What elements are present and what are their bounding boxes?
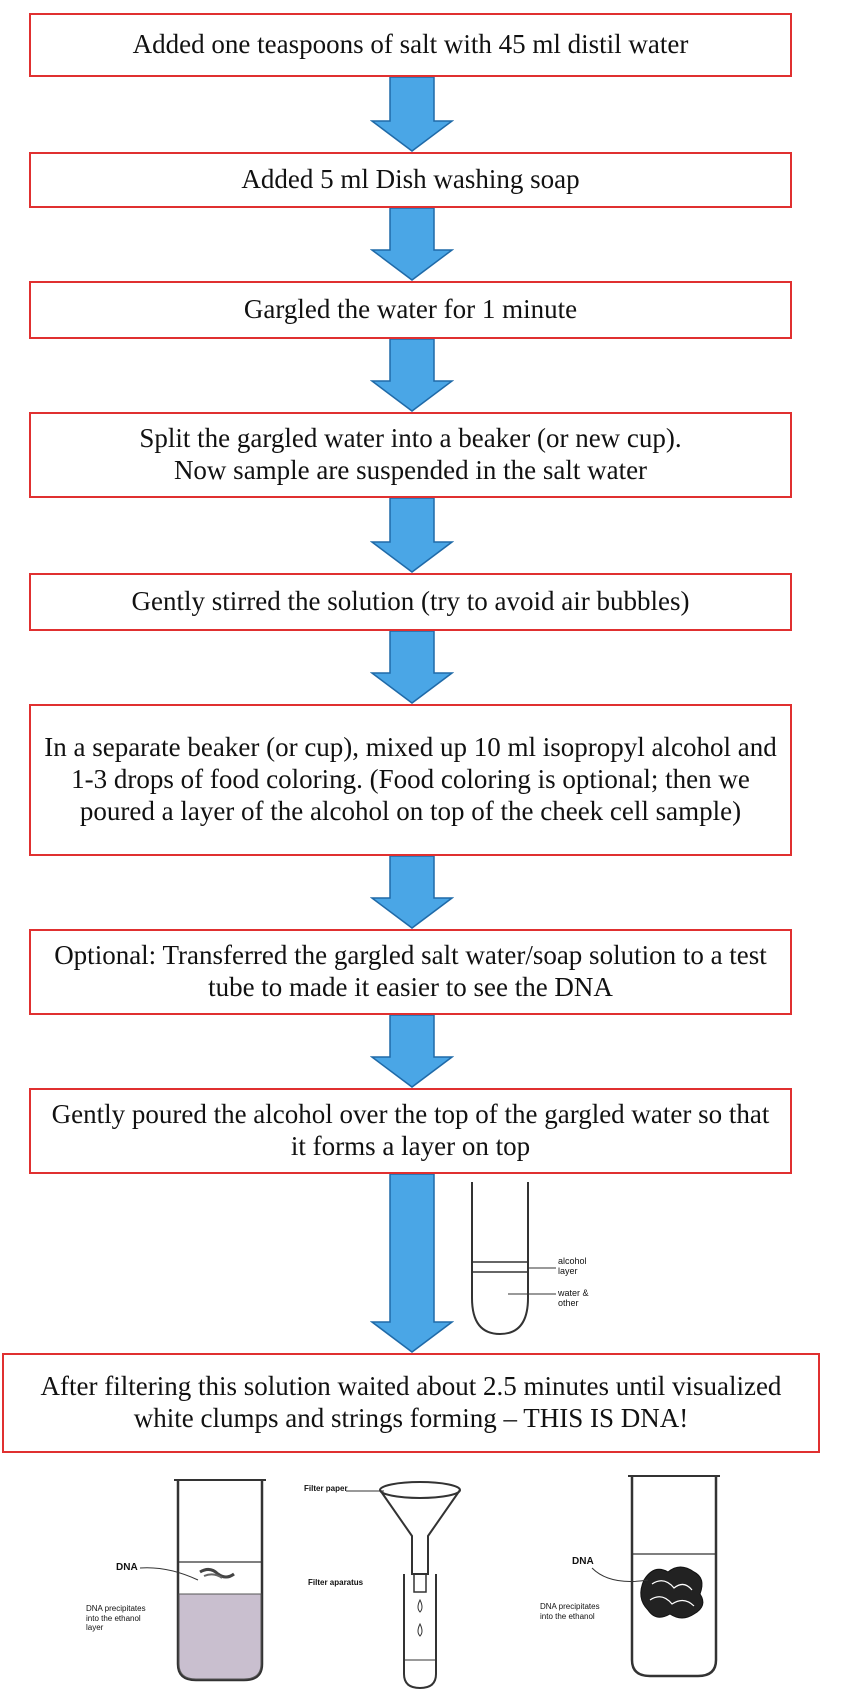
step-1-text: Added one teaspoons of salt with 45 ml distil water (132, 29, 689, 60)
right-dna-pointer (590, 1566, 650, 1592)
right-dna-caption: DNA precipitates into the ethanol (540, 1602, 600, 1621)
down-arrow-2 (370, 208, 454, 281)
step-2-box (29, 152, 792, 208)
step-6-box (29, 704, 792, 856)
filter-paper-label: Filter paper (304, 1484, 348, 1493)
step-4-box (29, 412, 792, 498)
step-8-box (29, 1088, 792, 1174)
step-5-box (29, 573, 792, 631)
down-arrow-5 (370, 631, 454, 704)
step-4-text: Split the gargled water into a beaker (or new cup). Now sample are suspended in the salt water (139, 423, 682, 485)
step-9-text: After filtering this solution waited about 2.5 minutes until visualized white clumps and strings forming – THIS IS DNA! (40, 1371, 782, 1433)
down-arrow-3 (370, 339, 454, 412)
down-arrow-7 (370, 1015, 454, 1088)
step-3-box (29, 281, 792, 339)
step-8-text: Gently poured the alcohol over the top of the gargled water so that it forms a layer on top (51, 1099, 770, 1161)
down-arrow-6 (370, 856, 454, 929)
filter-paper-pointer (346, 1488, 386, 1494)
left-dna-label: DNA (116, 1562, 138, 1573)
down-arrow-4 (370, 498, 454, 573)
filter-apparatus-label: Filter aparatus (308, 1578, 364, 1587)
step-3-text: Gargled the water for 1 minute (243, 294, 578, 325)
left-dna-caption: DNA precipitates into the ethanol layer (86, 1604, 146, 1633)
step-1-box (29, 13, 792, 77)
left-dna-pointer (138, 1564, 202, 1584)
step-7-text: Optional: Transferred the gargled salt water/soap solution to a test tube to made it easier to see the DNA (54, 940, 767, 1002)
right-dna-label: DNA (572, 1556, 594, 1567)
filter-funnel-illustration (376, 1474, 466, 1692)
step-6-text: In a separate beaker (or cup), mixed up 10 ml isopropyl alcohol and 1-3 drops of food coloring. (Food coloring is optional; then we poured a layer of the alcohol on top of the cheek cell sample) (44, 732, 777, 826)
down-arrow-8 (370, 1174, 454, 1353)
step-9-box (2, 1353, 820, 1453)
step-2-text: Added 5 ml Dish washing soap (241, 164, 580, 195)
down-arrow-1 (370, 77, 454, 152)
step-5-text: Gently stirred the solution (try to avoid air bubbles) (131, 586, 690, 617)
step-7-box (29, 929, 792, 1015)
water-other-label: water & other (558, 1288, 589, 1309)
alcohol-layer-label: alcohol layer (558, 1256, 587, 1277)
